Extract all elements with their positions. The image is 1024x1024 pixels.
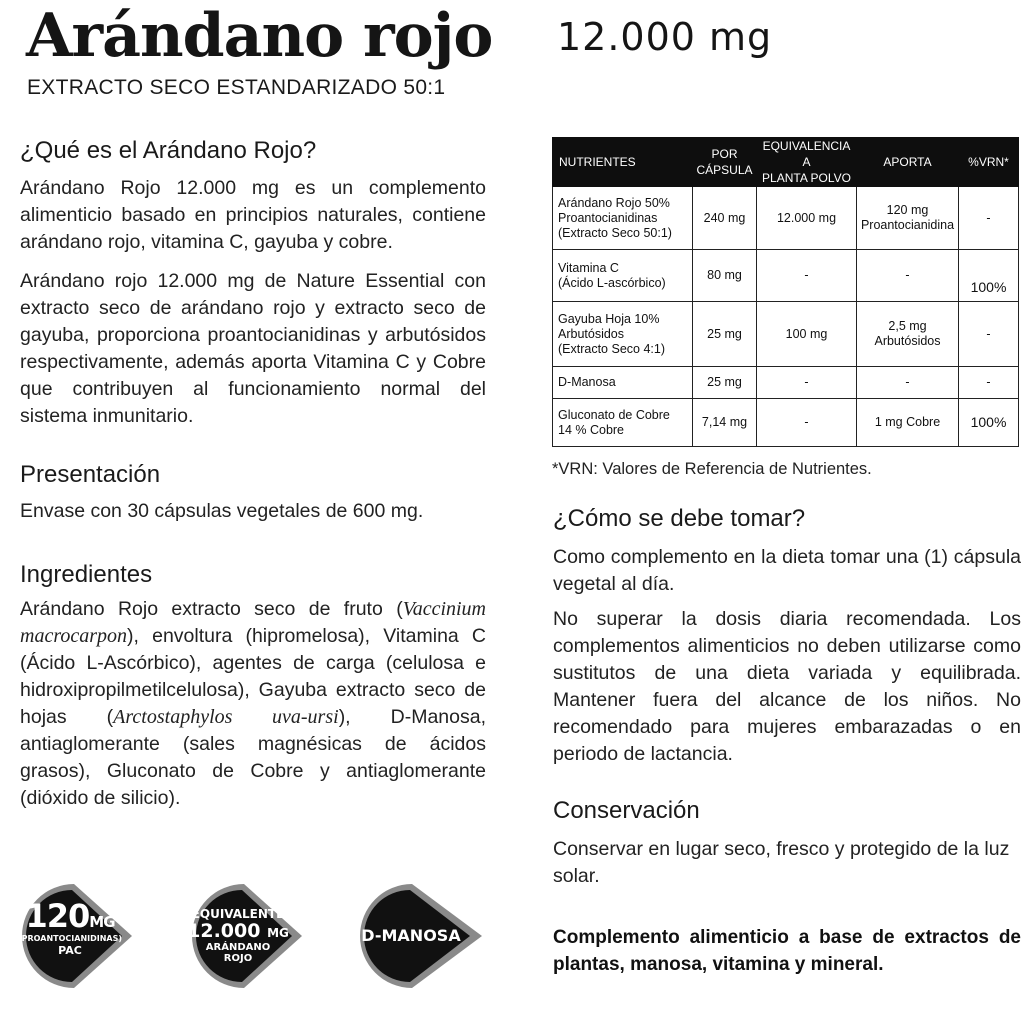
presentation-heading: Presentación (20, 461, 161, 488)
vrn-value: 100% (959, 250, 1019, 302)
how-to-paragraph-2: No superar la dosis diaria recomendada. Los complementos alimenticios no deben utilizarse como sustitutos de una dieta variada y equilibrada. Mantener fuera del alcance de los niños. No recomendado para mujeres embarazadas o en periodo de lactancia. (553, 608, 1021, 765)
ingredients-text (20, 596, 486, 812)
conservation-text: Conservar en lugar seco, fresco y protegido de la luz solar. (553, 838, 1010, 887)
pac-badge-value: 120 (25, 897, 90, 935)
vrn-value: - (959, 187, 1019, 250)
pac-badge-label: (PROANTOCIANIDINAS) (18, 934, 123, 943)
provides-value: 1 mg Cobre (857, 399, 959, 447)
nutrition-table (552, 137, 1019, 447)
what-is-heading: ¿Qué es el Arándano Rojo? (20, 137, 317, 164)
vrn-value: - (959, 302, 1019, 367)
vrn-value: - (959, 367, 1019, 399)
product-title: Arándano rojo (26, 1, 493, 71)
per-capsule-value: 80 mg (693, 250, 757, 302)
pac-badge (14, 876, 142, 1004)
conservation-heading: Conservación (553, 797, 700, 824)
ingredients-part-1: Arándano Rojo extracto seco de fruto ( (20, 598, 403, 620)
nutrient-name: D-Manosa (553, 367, 693, 399)
vrn-note: *VRN: Valores de Referencia de Nutrientes. (552, 460, 872, 478)
header-equivalence: EQUIVALENCIA A PLANTA POLVO (757, 138, 857, 187)
header-nutrients: NUTRIENTES (553, 138, 693, 187)
header-vrn: %VRN* (959, 138, 1019, 187)
equivalence-value: - (757, 250, 857, 302)
pac-badge-abbrev: PAC (58, 944, 82, 957)
ingredients-latin-1: Vaccinium macrocarpon (20, 598, 486, 647)
table-row (553, 302, 1019, 367)
equivalence-badge-line-3: ARÁNDANO (205, 942, 271, 953)
ingredients-latin-2: Arctostaphylos uva-ursi (113, 706, 339, 728)
ingredients-part-2: ), envoltura (hipromelosa), Vitamina C (Ácido L-Ascórbico), agentes de carga (celulosa e hidroxipropilmetilcelulosa), Gayuba extracto seco de hojas ( (20, 625, 486, 728)
provides-value: 120 mg Proantocianidina (857, 187, 959, 250)
pac-badge-unit: MG (89, 913, 115, 931)
provides-value: 2,5 mg Arbutósidos (857, 302, 959, 367)
per-capsule-value: 7,14 mg (693, 399, 757, 447)
equivalence-badge-line-4: ROJO (223, 953, 253, 964)
per-capsule-value: 25 mg (693, 302, 757, 367)
equivalence-badge-value: 12.000 (187, 920, 261, 942)
table-row (553, 399, 1019, 447)
equivalence-badge-line-1: EQUIVALENTE (191, 907, 285, 921)
nutrient-name: Arándano Rojo 50% Proantocianidinas (Extracto Seco 50:1) (553, 187, 693, 250)
equivalence-badge (184, 876, 312, 1004)
per-capsule-value: 25 mg (693, 367, 757, 399)
equivalence-badge-unit: MG (267, 926, 289, 940)
table-row (553, 367, 1019, 399)
how-to-paragraph-1: Como complemento en la dieta tomar una (1) cápsula vegetal al día. (553, 546, 1021, 595)
d-manosa-badge-label: D-MANOSA (361, 926, 461, 945)
ingredients-heading: Ingredientes (20, 561, 153, 588)
header-provides: APORTA (857, 138, 959, 187)
nutrient-name: Gayuba Hoja 10% Arbutósidos (Extracto Seco 4:1) (553, 302, 693, 367)
provides-value: - (857, 250, 959, 302)
nutrient-name: Vitamina C (Ácido L-ascórbico) (553, 250, 693, 302)
table-row (553, 187, 1019, 250)
what-is-paragraph-1: Arándano Rojo 12.000 mg es un complemento alimenticio basado en principios naturales, contiene arándano rojo, vitamina C, gayuba y cobre. (20, 177, 486, 253)
d-manosa-badge (352, 876, 480, 1004)
equivalence-value: - (757, 367, 857, 399)
per-capsule-value: 240 mg (693, 187, 757, 250)
equivalence-value: 12.000 mg (757, 187, 857, 250)
how-to-heading: ¿Cómo se debe tomar? (553, 505, 806, 532)
equivalence-value: - (757, 399, 857, 447)
ingredients-part-3: ), D-Manosa, antiaglomerante (sales magnésicas de ácidos grasos), Gluconato de Cobre y antiaglomerante (dióxido de silicio). (20, 706, 486, 809)
presentation-text: Envase con 30 cápsulas vegetales de 600 mg. (20, 500, 424, 522)
product-dose: 12.000 mg (557, 15, 773, 59)
table-header-row (553, 138, 1019, 187)
vrn-value: 100% (959, 399, 1019, 447)
nutrient-name: Gluconato de Cobre 14 % Cobre (553, 399, 693, 447)
provides-value: - (857, 367, 959, 399)
equivalence-value: 100 mg (757, 302, 857, 367)
what-is-paragraph-2: Arándano rojo 12.000 mg de Nature Essential con extracto seco de arándano rojo y extracto seco de gayuba, proporciona proantocianidinas y arbutósidos respectivamente, además aporta Vitamina C y Cobre que contribuyen al funcionamiento normal del sistema inmunitario. (20, 270, 486, 427)
header-per-capsule: POR CÁPSULA (693, 138, 757, 187)
table-row (553, 250, 1019, 302)
product-subtitle: EXTRACTO SECO ESTANDARIZADO 50:1 (27, 76, 446, 99)
footer-statement: Complemento alimenticio a base de extractos de plantas, manosa, vitamina y mineral. (553, 927, 1021, 975)
